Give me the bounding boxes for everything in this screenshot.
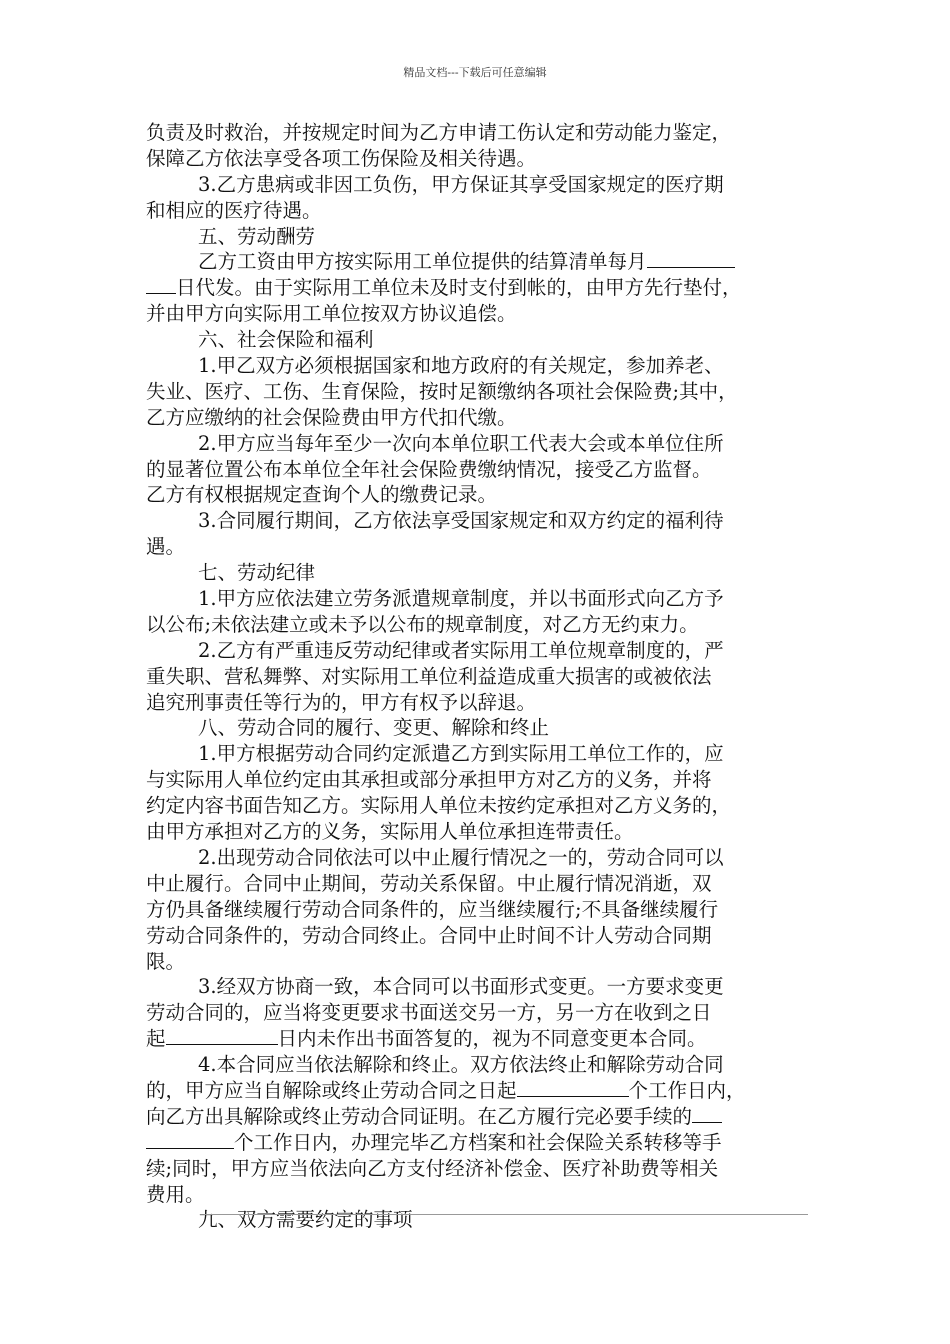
text-line: 约定内容书面告知乙方。实际用人单位未按约定承担对乙方义务的， <box>146 794 732 818</box>
text-line <box>146 1078 810 1104</box>
text-line: 1.甲方根据劳动合同约定派遣乙方到实际用工单位工作的，应 <box>198 742 724 766</box>
text-segment: 的，甲方应当自解除或终止劳动合同之日起 <box>146 1078 517 1102</box>
text-segment: 起 <box>146 1027 166 1051</box>
text-line: 以公布;未依法建立或未予以公布的规章制度，对乙方无约束力。 <box>146 612 699 636</box>
text-line: 中止履行。合同中止期间，劳动关系保留。中止履行情况消逝，双 <box>146 871 712 895</box>
section-heading: 六、社会保险和福利 <box>198 328 374 352</box>
text-line: 乙方有权根据规定查询个人的缴费记录。 <box>146 483 498 507</box>
text-line: 限。 <box>146 949 186 973</box>
text-segment: 个工作日内， <box>628 1078 746 1102</box>
text-line: 和相应的医疗待遇。 <box>146 198 322 222</box>
text-line: 续;同时，甲方应当依法向乙方支付经济补偿金、医疗补助费等相关 <box>146 1156 719 1180</box>
text-segment: 乙方工资由甲方按实际用工单位提供的结算清单每月 <box>198 250 647 274</box>
text-line: 保障乙方依法享受各项工伤保险及相关待遇。 <box>146 146 537 170</box>
text-line: 由甲方承担对乙方的义务，实际用人单位承担连带责任。 <box>146 820 634 844</box>
section-heading: 五、劳动酬劳 <box>198 224 316 248</box>
fill-blank <box>146 275 176 294</box>
document-body <box>146 120 810 1233</box>
text-line: 3.经双方协商一致，本合同可以书面形式变更。一方要求变更 <box>198 975 724 999</box>
text-line: 4.本合同应当依法解除和终止。双方依法终止和解除劳动合同 <box>198 1053 724 1077</box>
text-line: 方仍具备继续履行劳动合同条件的，应当继续履行;不具备继续履行 <box>146 897 719 921</box>
text-line: 劳动合同的，应当将变更要求书面送交另一方，另一方在收到之日 <box>146 1001 712 1025</box>
text-line <box>146 249 810 275</box>
text-line: 与实际用人单位约定由其承担或部分承担甲方对乙方的义务，并将 <box>146 768 712 792</box>
text-line: 1.甲方应依法建立劳务派遣规章制度，并以书面形式向乙方予 <box>198 587 724 611</box>
text-line: 的显著位置公布本单位全年社会保险费缴纳情况，接受乙方监督。 <box>146 457 712 481</box>
footer-divider <box>204 1214 808 1215</box>
text-line: 负责及时救治，并按规定时间为乙方申请工伤认定和劳动能力鉴定， <box>146 121 732 144</box>
text-segment: 日内未作出书面答复的，视为不同意变更本合同。 <box>277 1027 707 1051</box>
text-line: 3.乙方患病或非因工负伤，甲方保证其享受国家规定的医疗期 <box>198 172 724 196</box>
fill-blank <box>146 1130 234 1149</box>
text-line <box>146 1026 810 1052</box>
text-segment: 个工作日内，办理完毕乙方档案和社会保险关系转移等手 <box>234 1130 722 1154</box>
fill-blank <box>517 1078 629 1097</box>
text-line: 费用。 <box>146 1182 205 1206</box>
section-heading: 九、双方需要约定的事项 <box>198 1208 413 1232</box>
text-line <box>146 1104 810 1130</box>
text-line: 乙方应缴纳的社会保险费由甲方代扣代缴。 <box>146 405 517 429</box>
text-line: 2.出现劳动合同依法可以中止履行情况之一的，劳动合同可以 <box>198 845 724 869</box>
text-line: 追究刑事责任等行为的，甲方有权予以辞退。 <box>146 690 537 714</box>
text-line: 失业、医疗、工伤、生育保险，按时足额缴纳各项社会保险费;其中， <box>146 379 738 403</box>
page-header: 精品文档---下载后可任意编辑 <box>403 66 547 79</box>
text-line: 2.乙方有严重违反劳动纪律或者实际用工单位规章制度的，严 <box>198 638 724 662</box>
text-line: 遇。 <box>146 535 186 559</box>
text-line <box>146 275 810 301</box>
text-line <box>146 1130 810 1156</box>
section-heading: 七、劳动纪律 <box>198 561 316 585</box>
text-segment: 日代发。由于实际用工单位未及时支付到帐的，由甲方先行垫付， <box>176 276 742 300</box>
text-line: 2.甲方应当每年至少一次向本单位职工代表大会或本单位住所 <box>198 431 724 455</box>
fill-blank <box>692 1104 722 1123</box>
section-heading: 八、劳动合同的履行、变更、解除和终止 <box>198 716 550 740</box>
text-segment: 向乙方出具解除或终止劳动合同证明。在乙方履行完必要手续的 <box>146 1104 693 1128</box>
text-line: 劳动合同条件的，劳动合同终止。合同中止时间不计人劳动合同期 <box>146 923 712 947</box>
fill-blank <box>166 1026 278 1045</box>
text-line: 并由甲方向实际用工单位按双方协议追偿。 <box>146 302 517 326</box>
text-line: 1.甲乙双方必须根据国家和地方政府的有关规定，参加养老、 <box>198 354 724 378</box>
fill-blank <box>647 249 735 268</box>
text-line: 3.合同履行期间，乙方依法享受国家规定和双方约定的福利待 <box>198 509 724 533</box>
text-line: 重失职、营私舞弊、对实际用工单位利益造成重大损害的或被依法 <box>146 664 712 688</box>
